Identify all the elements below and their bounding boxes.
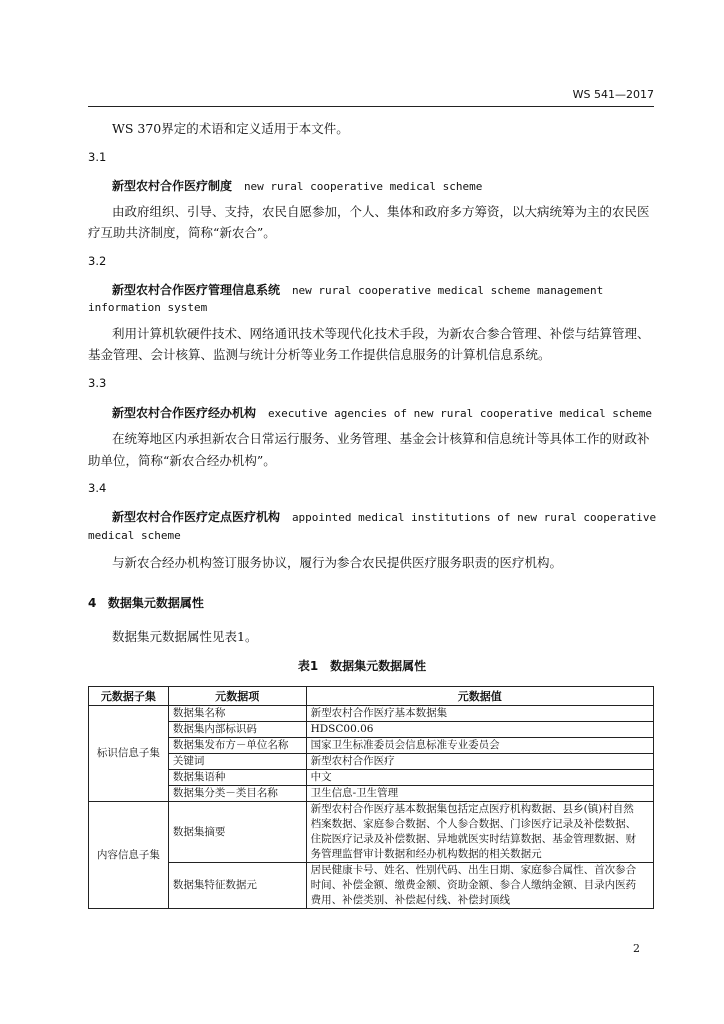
table-item-cell: 关键词 bbox=[168, 754, 306, 770]
term-heading bbox=[112, 404, 652, 421]
term-en: new rural cooperative medical scheme management bbox=[291, 284, 604, 297]
table-value-cell: 国家卫生标准委员会信息标准专业委员会 bbox=[306, 738, 653, 754]
page-number: 2 bbox=[633, 942, 640, 955]
table-row bbox=[89, 863, 654, 909]
term-heading-cont bbox=[88, 527, 181, 542]
metadata-table bbox=[88, 686, 654, 909]
table-item-cell: 数据集摘要 bbox=[168, 802, 306, 863]
value-line: 居民健康卡号、姓名、性别代码、出生日期、家庭参合属性、首次参合 bbox=[310, 864, 637, 876]
term-zh: 新型农村合作医疗管理信息系统 bbox=[112, 283, 281, 297]
table-item-cell: 数据集分类－类目名称 bbox=[168, 786, 306, 802]
table-value-cell: 中文 bbox=[306, 770, 653, 786]
table-row bbox=[89, 770, 654, 786]
term-heading bbox=[112, 281, 603, 298]
table-row bbox=[89, 722, 654, 738]
term-en: appointed medical institutions of new rural cooperative bbox=[291, 511, 657, 524]
table-row bbox=[89, 786, 654, 802]
table-row bbox=[89, 738, 654, 754]
table-header: 元数据值 bbox=[306, 687, 653, 706]
table-caption: 表1 数据集元数据属性 bbox=[297, 659, 427, 673]
table-value-cell: 卫生信息-卫生管理 bbox=[306, 786, 653, 802]
value-line: 时间、补偿金额、缴费金额、资助金额、参合人缴纳金额、目录内医药 bbox=[310, 879, 637, 891]
table-item-cell: 数据集内部标识码 bbox=[168, 722, 306, 738]
value-line: 费用、补偿类别、补偿起付线、补偿封顶线 bbox=[310, 894, 511, 906]
section-heading bbox=[88, 594, 204, 611]
table-row bbox=[89, 706, 654, 722]
table-item-cell: 数据集语种 bbox=[168, 770, 306, 786]
term-heading bbox=[112, 177, 482, 194]
header-rule bbox=[88, 106, 654, 107]
table-item-cell: 数据集特征数据元 bbox=[168, 863, 306, 909]
term-number: 3.1 bbox=[88, 150, 107, 164]
section-text: 数据集元数据属性见表1。 bbox=[112, 629, 258, 644]
section-number: 4 bbox=[88, 596, 97, 610]
value-line: 新型农村合作医疗基本数据集包括定点医疗机构数据、县乡(镇)村自然 bbox=[310, 803, 634, 815]
term-definition-cont: 助单位，简称“新农合经办机构”。 bbox=[88, 453, 276, 468]
table-header: 元数据子集 bbox=[89, 687, 169, 706]
term-en-cont: information system bbox=[88, 301, 208, 314]
term-en: executive agencies of new rural cooperative medical scheme bbox=[267, 407, 653, 420]
table-group-cell: 标识信息子集 bbox=[89, 706, 169, 802]
table-value-cell bbox=[306, 863, 653, 909]
value-line: 住院医疗记录及补偿数据、异地就医实时结算数据、基金管理数据、财 bbox=[310, 833, 637, 845]
table-item-cell: 数据集名称 bbox=[168, 706, 306, 722]
table-row bbox=[89, 754, 654, 770]
header-doc-id: WS 541—2017 bbox=[572, 88, 654, 101]
term-definition: 与新农合经办机构签订服务协议，履行为参合农民提供医疗服务职责的医疗机构。 bbox=[112, 555, 563, 570]
term-number: 3.2 bbox=[88, 254, 107, 268]
term-zh: 新型农村合作医疗定点医疗机构 bbox=[112, 510, 281, 524]
term-number: 3.4 bbox=[88, 481, 107, 495]
table-item-cell: 数据集发布方－单位名称 bbox=[168, 738, 306, 754]
term-definition: 由政府组织、引导、支持，农民自愿参加，个人、集体和政府多方筹资，以大病统筹为主的农民医 bbox=[112, 204, 650, 219]
table-header-row bbox=[89, 687, 654, 706]
table-value-cell bbox=[306, 802, 653, 863]
term-heading bbox=[112, 508, 656, 525]
value-line: 务管理监督审计数据和经办机构数据的相关数据元 bbox=[310, 848, 542, 860]
value-line: 档案数据、家庭参合数据、个人参合数据、门诊医疗记录及补偿数据、 bbox=[310, 818, 637, 830]
table-value-cell: 新型农村合作医疗 bbox=[306, 754, 653, 770]
intro-text: WS 370界定的术语和定义适用于本文件。 bbox=[112, 121, 349, 136]
term-zh: 新型农村合作医疗制度 bbox=[112, 179, 233, 193]
term-heading-cont bbox=[88, 299, 207, 314]
table-group-cell: 内容信息子集 bbox=[89, 802, 169, 909]
term-definition-cont: 基金管理、会计核算、监测与统计分析等业务工作提供信息服务的计算机信息系统。 bbox=[88, 347, 551, 362]
section-title: 数据集元数据属性 bbox=[107, 596, 204, 610]
term-definition: 利用计算机软硬件技术、网络通讯技术等现代化技术手段，为新农合参合管理、补偿与结算管理、 bbox=[112, 326, 650, 341]
table-row bbox=[89, 802, 654, 863]
term-definition: 在统筹地区内承担新农合日常运行服务、业务管理、基金会计核算和信息统计等具体工作的财政补 bbox=[112, 431, 650, 446]
term-en: new rural cooperative medical scheme bbox=[243, 180, 483, 193]
term-definition-cont: 疗互助共济制度，简称“新农合”。 bbox=[88, 225, 276, 240]
table-header: 元数据项 bbox=[168, 687, 306, 706]
term-en-cont: medical scheme bbox=[88, 529, 181, 542]
table-value-cell: HDSC00.06 bbox=[306, 722, 653, 738]
term-number: 3.3 bbox=[88, 376, 107, 390]
table-value-cell: 新型农村合作医疗基本数据集 bbox=[306, 706, 653, 722]
term-zh: 新型农村合作医疗经办机构 bbox=[112, 406, 257, 420]
